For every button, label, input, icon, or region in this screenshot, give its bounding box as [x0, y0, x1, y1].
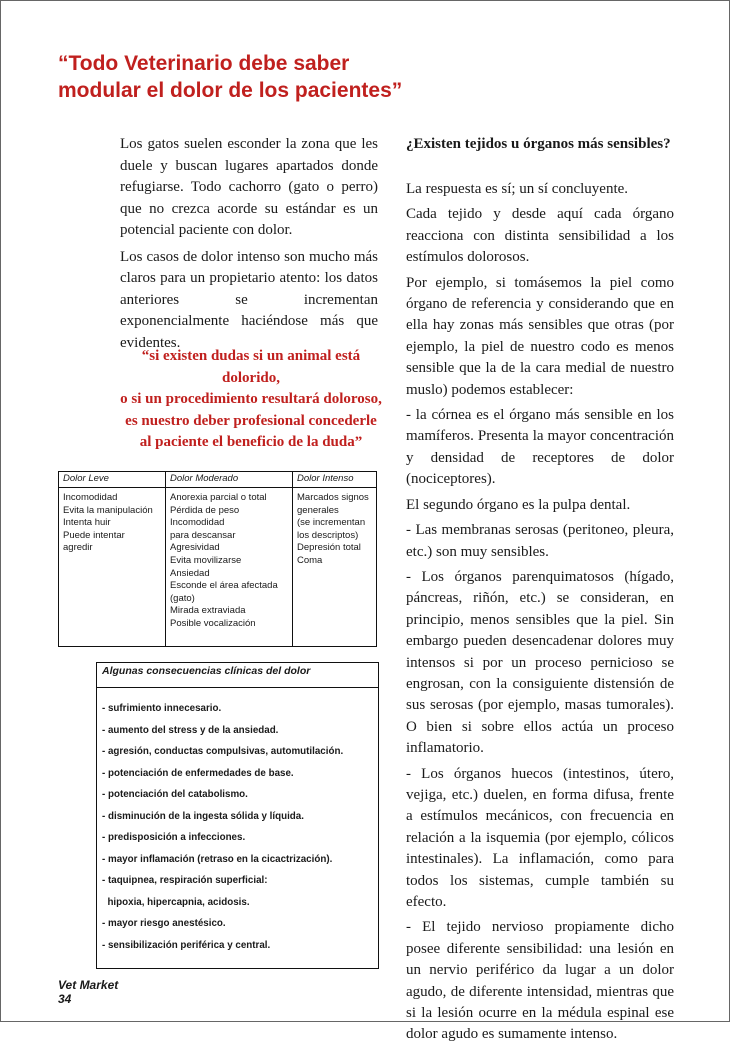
magazine-name: Vet Market [58, 978, 119, 992]
list-item: - potenciación de enfermedades de base. [102, 767, 294, 779]
consequences-list [97, 688, 378, 956]
pull-quote [120, 346, 382, 454]
list-item: - agresión, conductas compulsivas, automutilación. [102, 746, 344, 757]
table-cell-line: Anorexia parcial o total [170, 492, 267, 503]
header-intense-pain: Dolor Intenso [297, 473, 354, 484]
table-cell-line: los descriptos) [297, 529, 359, 541]
table-cell-line: Mirada extraviada [170, 605, 246, 617]
table-cell-line: generales [297, 504, 339, 516]
pain-levels-table [58, 471, 377, 647]
table-cell-line: Pérdida de peso [170, 504, 240, 516]
table-cell-line: Incomodidad [63, 492, 118, 503]
page-number: 34 [58, 992, 72, 1006]
right-paragraph: Por ejemplo, si tomásemos la piel como órgano de referencia y considerando que en ella hay zonas más sensibles que otras (por ejemplo, la piel de nuestro codo es menos sensible que la de la cara medial de nuestro muslo) podemos establecer: [406, 274, 674, 398]
table-cell-line: (gato) [170, 592, 195, 604]
article-title [58, 50, 402, 104]
right-paragraph: Cada tejido y desde aquí cada órgano reacciona con distinta sensibilidad a los estímulos dolorosos. [406, 206, 674, 266]
header-mild-pain: Dolor Leve [59, 472, 166, 487]
list-item: - disminución de la ingesta sólida y líquida. [102, 810, 304, 822]
quote-line: al paciente el beneficio de la duda” [139, 434, 363, 450]
right-paragraph: - Las membranas serosas (peritoneo, pleura, etc.) son muy sensibles. [406, 522, 674, 560]
table-cell-line: Depresión total [297, 542, 361, 554]
table-cell-line: Evita la manipulación [63, 504, 153, 516]
right-column [406, 134, 674, 1050]
table-cell-line: Coma [297, 554, 323, 566]
section-heading: ¿Existen tejidos u órganos más sensibles? [406, 136, 671, 152]
page-footer [58, 978, 118, 1006]
right-paragraph: - Los órganos huecos (intestinos, útero, vejiga, etc.) duelen, en forma difusa, frente a estímulos mecánicos, con frecuencia en relación a la isquemia (por ejemplo, cólicos intestinales). La inflamación, como para todos los sistemas, cumple también su efecto. [406, 765, 674, 910]
list-item: - mayor inflamación (retraso en la cicactrización). [102, 853, 333, 865]
table-cell-line: Esconde el área afectada [170, 580, 278, 592]
left-column [120, 134, 378, 359]
right-paragraph: El segundo órgano es la pulpa dental. [406, 496, 631, 513]
list-item: - mayor riesgo anestésico. [102, 918, 226, 929]
list-item: - predisposición a infecciones. [102, 832, 246, 843]
table-cell-line: Marcados signos [297, 492, 369, 503]
list-item: hipoxia, hipercapnia, acidosis. [102, 896, 250, 908]
quote-line: o si un procedimiento resultará doloroso, [120, 391, 382, 407]
table-cell-line: agredir [63, 542, 93, 554]
moderate-pain-cell [166, 488, 293, 646]
right-paragraph: - la córnea es el órgano más sensible en los mamíferos. Presenta la mayor concentración y densidad de receptores de dolor (nociceptores). [406, 407, 674, 488]
right-paragraph: La respuesta es sí; un sí concluyente. [406, 181, 629, 197]
left-paragraph: Los gatos suelen esconder la zona que les duele y buscan lugares apartados donde refugiarse. Todo cachorro (gato o perro) que no crezca acorde su estándar es un potencial paciente con dolor. [120, 136, 378, 238]
intense-pain-cell [293, 488, 376, 646]
table-cell-line: Ansiedad [170, 567, 210, 579]
table-cell-line: Incomodidad [170, 517, 225, 529]
left-paragraph: Los casos de dolor intenso son mucho más claros para un propietario atento: los datos anteriores se incrementan exponencialmente haciéndose más que evidentes. [120, 248, 378, 351]
list-item: - aumento del stress y de la ansiedad. [102, 724, 279, 736]
title-line-2: modular el dolor de los pacientes” [58, 79, 403, 102]
right-paragraph: - El tejido nervioso propiamente dicho posee diferente sensibilidad: una lesión en un nervio periférico da lugar a un dolor agudo, de diferente intensidad, mientras que si la lesión ocurre en la médula espinal ese dolor agudo es sumamente intenso. [406, 919, 674, 1043]
table-body-row [59, 488, 376, 646]
table-cell-line: (se incrementan [297, 517, 366, 529]
consequences-title: Algunas consecuencias clínicas del dolor [97, 663, 378, 688]
quote-line: es nuestro deber profesional concederle [125, 412, 377, 429]
list-item: - sufrimiento innecesario. [102, 703, 222, 714]
list-item: - taquipnea, respiración superficial: [102, 875, 268, 886]
right-paragraph: - Los órganos parenquimatosos (hígado, páncreas, riñón, etc.) se consideran, en principio, menos sensibles que la piel. Sin embargo pueden desencadenar dolores muy intensos si por un proceso pernicioso se engrosan, con la consiguiente distensión de sus serosas (por ejemplo, masas tumorales). O bien si sobre ellos actúa un proceso inflamatorio. [406, 568, 674, 757]
table-cell-line: Agresividad [170, 542, 220, 554]
table-cell-line: Evita movilizarse [170, 554, 242, 566]
title-line-1: “Todo Veterinario debe saber [58, 52, 350, 75]
consequences-box [96, 662, 379, 969]
table-cell-line: Intenta huir [63, 517, 111, 529]
table-cell-line: para descansar [170, 529, 236, 541]
list-item: - potenciación del catabolismo. [102, 789, 248, 800]
table-cell-line: Posible vocalización [170, 617, 256, 629]
quote-line: “si existen dudas si un animal está dolorido, [141, 348, 361, 386]
list-item: - sensibilización periférica y central. [102, 939, 271, 951]
table-cell-line: Puede intentar [63, 529, 125, 541]
mild-pain-cell [59, 488, 166, 646]
table-header-row [59, 472, 376, 488]
header-moderate-pain: Dolor Moderado [166, 472, 293, 487]
